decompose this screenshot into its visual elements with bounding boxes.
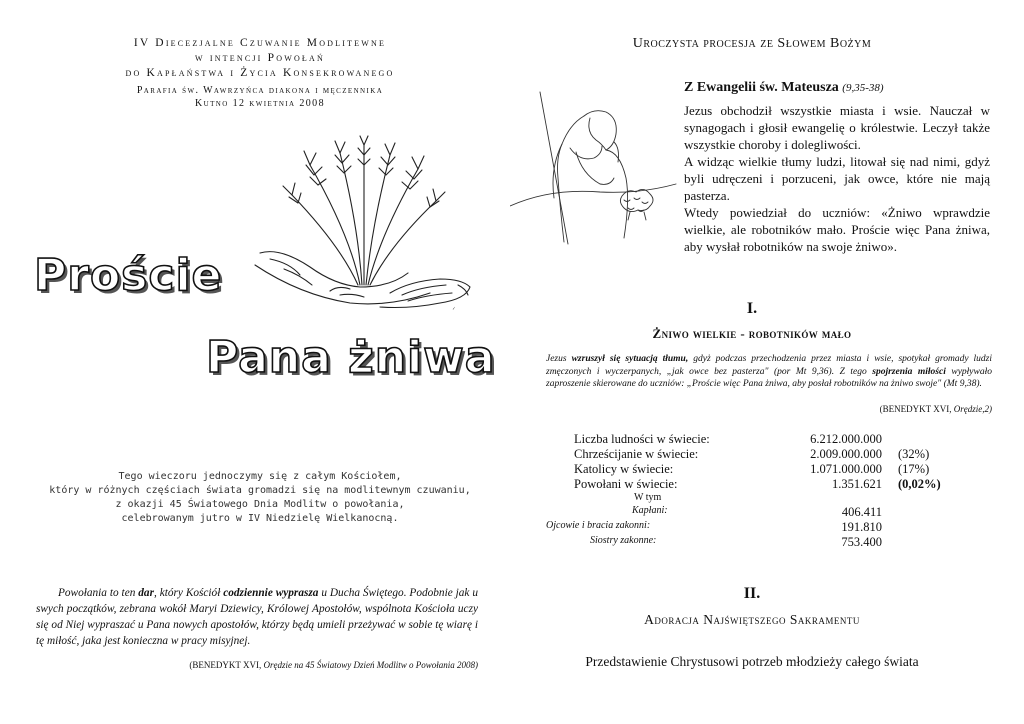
quote-emphasis: wzruszył się sytuacją tłumu, (571, 354, 689, 364)
benedict-quote (36, 585, 478, 649)
stat-value: 6.212.000.000 (810, 432, 882, 446)
source-title: Orędzie na 45 Światowy Dzień Modlitw o Powołania 2008) (263, 660, 478, 670)
shepherd-illustration (510, 88, 678, 246)
quote-text: gdyż podczas przechodzenia przez miasta i wsie, spotykał gromady ludzi zmęczonych i wyczerpanych, „jak owce bez pasterza" (por Mt 9,36). Z tego (546, 354, 993, 377)
intro-line: który w różnych częściach świata gromadzi się na modlitewnym czuwaniu, (49, 485, 471, 496)
stat-label: Powołani w świecie: (574, 477, 678, 491)
stat-subheader-row (540, 492, 1000, 505)
substat-value: 406.411 (841, 505, 882, 519)
gospel-paragraph: A widząc wielkie tłumy ludzi, litował się nad nimi, gdyż byli udręczeni i porzuceni, jak owce, które nie mają pasterza. (684, 154, 990, 203)
intro-text (40, 470, 480, 526)
source-title: Orędzie,2) (953, 404, 992, 414)
stat-label: Chrześcijanie w świecie: (574, 447, 699, 461)
stat-row (540, 462, 1000, 477)
quote-text: , który Kościół (153, 587, 224, 599)
gospel-paragraph: Jezus obchodził wszystkie miasta i wsie. Nauczał w synagogach i głosił ewangelię o królestwie. Leczył także wszystkie choroby i dolegliwości. (684, 103, 990, 152)
substat-value: 753.400 (841, 535, 882, 549)
substat-row (540, 505, 1000, 520)
gospel-reference: (9,35-38) (842, 82, 884, 94)
intro-line: z okazji 45 Światowego Dnia Modlitw o powołania, (115, 499, 405, 510)
stat-subheader: W tym (634, 492, 662, 503)
source-author: (BENEDYKT XVI, (879, 404, 954, 414)
event-title-line: do Kapłaństwa i Życia Konsekrowanego (125, 67, 395, 79)
intro-line: Tego wieczoru jednoczymy się z całym Kościołem, (118, 471, 402, 482)
section-2-title: Adoracja Najświętszego Sakramentu (644, 612, 860, 627)
section-2-number: II. (743, 585, 761, 602)
substat-label: Ojcowie i bracia zakonni: (546, 520, 651, 531)
section-2-subtitle: Przedstawienie Chrystusowi potrzeb młodzieży całego świata (585, 654, 919, 669)
date-line: Kutno 12 kwietnia 2008 (195, 98, 325, 109)
main-title-line1: Proście (34, 250, 223, 301)
section-1-quote-source (546, 404, 992, 414)
procession-heading: Uroczysta procesja ze Słowem Bożym (632, 36, 872, 51)
section-1-title: Żniwo wielkie - robotników mało (652, 326, 852, 341)
substat-value: 191.810 (841, 520, 882, 534)
event-header (40, 36, 480, 81)
stat-percent: (17%) (898, 462, 930, 476)
gospel-book: Z Ewangelii św. Mateusza (684, 80, 839, 95)
gospel-paragraph: Wtedy powiedział do uczniów: «Żniwo wprawdzie wielkie, ale robotników mało. Proście więc Pana żniwa, aby wysłał robotników na swoje żniwo». (684, 205, 990, 254)
hands-with-wheat-illustration (240, 135, 480, 335)
quote-emphasis: dar (138, 587, 154, 599)
svg-text:~: ~ (450, 305, 458, 312)
parish-line: Parafia św. Wawrzyńca diakona i męczennika (136, 85, 384, 96)
gospel-text (684, 102, 990, 255)
stat-label: Katolicy w świecie: (574, 462, 674, 476)
stat-value: 2.009.000.000 (810, 447, 882, 461)
quote-text: u Ducha Świętego. Podobnie jak u swych początków, zebrana wokół Maryi Dziewicy, Królowej Apostołów, wspólnota Kościoła uczy się od Niej wypraszać u Pana nowych apostołów, którzy będą umieli przeżywać w sobie tę wiarę i tę miłość, jaka jest konieczna w pracy misyjnej. (36, 587, 478, 647)
stat-percent: (0,02%) (898, 477, 941, 491)
substat-label: Siostry zakonne: (590, 535, 657, 546)
stat-row (540, 447, 1000, 462)
substat-row (540, 535, 1000, 550)
event-title-line: IV Diecezjalne Czuwanie Modlitewne (133, 37, 387, 49)
stat-row (540, 477, 1000, 492)
gospel-title (684, 80, 994, 96)
quote-emphasis: codziennie wyprasza (223, 587, 319, 599)
intro-line: celebrowanym jutro w IV Niedzielę Wielkanocną. (121, 513, 399, 524)
quote-text: Jezus (546, 354, 572, 364)
quote-emphasis: spojrzenia miłości (872, 366, 946, 377)
main-title-line2: Pana żniwa (206, 332, 496, 383)
vocation-statistics (540, 432, 1000, 550)
source-author: (BENEDYKT XVI, (189, 660, 264, 670)
quote-source (40, 660, 478, 670)
stat-label: Liczba ludności w świecie: (574, 432, 710, 446)
stat-row (540, 432, 1000, 447)
quote-text: Powołania to ten (58, 587, 139, 599)
parish-info (40, 84, 480, 110)
substat-label: Kapłani: (632, 505, 668, 516)
quote-text: wypływało zaproszenie skierowane do uczniów: „Proście więc Pana żniwa, aby posłał robotników na żniwo swoje" (Mt 9,38). (546, 366, 992, 389)
section-1-quote (546, 353, 992, 391)
stat-value: 1.071.000.000 (810, 462, 882, 476)
section-1-number: I. (746, 300, 758, 317)
stat-percent: (32%) (898, 447, 930, 461)
stat-value: 1.351.621 (832, 477, 882, 491)
event-title-line: w intencji Powołań (195, 52, 325, 64)
substat-row (540, 520, 1000, 535)
